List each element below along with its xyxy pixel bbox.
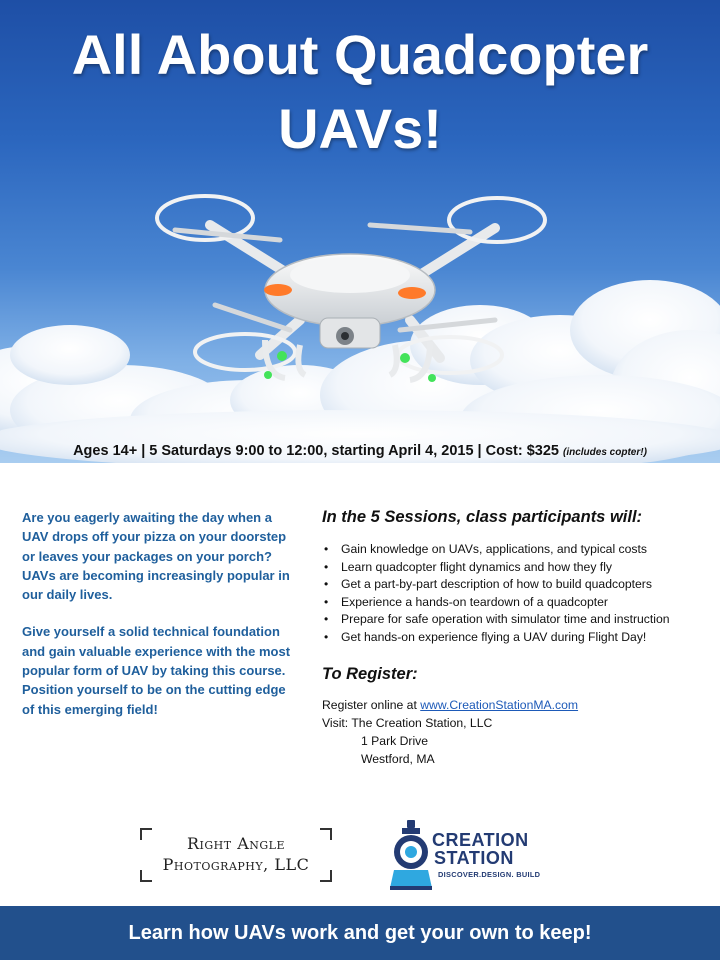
register-visit <box>322 714 720 732</box>
cs-logo-word1: CREATION <box>432 830 529 850</box>
course-details-note: (includes copter!) <box>563 447 647 458</box>
register-link[interactable]: www.CreationStationMA.com <box>420 697 579 712</box>
cs-logo-word2: STATION <box>434 848 514 868</box>
address-line: Westford, MA <box>361 751 435 766</box>
rap-logo-line1: Right Angle <box>187 834 285 853</box>
intro-paragraph: Are you eagerly awaiting the day when a UAV drops off your pizza on your doorstep or leaves your packages on your porch? UAVs are becoming increasingly popular in our daily lives. <box>22 510 290 603</box>
list-item: • Prepare for safe operation with simulator time and instruction <box>322 611 720 629</box>
list-item: • Get a part-by-part description of how to build quadcopters <box>322 576 720 594</box>
creation-station-robot-logo <box>388 818 436 892</box>
cs-logo-tagline: DISCOVER.DESIGN. BUILD <box>438 870 541 879</box>
address-line: The Creation Station, LLC <box>351 715 493 730</box>
course-info <box>322 508 720 768</box>
list-item: • Experience a hands-on teardown of a quadcopter <box>322 594 720 612</box>
register-online <box>322 696 720 714</box>
address-line: 1 Park Drive <box>361 733 429 748</box>
course-details-text: Ages 14+ | 5 Saturdays 9:00 to 12:00, starting April 4, 2015 | Cost: $325 <box>73 443 563 459</box>
rap-logo-line2: Photography, LLC <box>162 855 310 874</box>
right-angle-photography-logo <box>140 828 332 882</box>
register-heading: To Register: <box>322 664 418 683</box>
hero-banner <box>0 0 720 463</box>
visit-label: Visit: <box>322 715 352 730</box>
register-online-prefix: Register online at <box>322 697 421 712</box>
footer-text: Learn how UAVs work and get your own to keep! <box>128 922 592 944</box>
creation-station-logo <box>388 818 558 892</box>
list-item: • Learn quadcopter flight dynamics and how they fly <box>322 559 720 577</box>
list-item: • Gain knowledge on UAVs, applications, and typical costs <box>322 541 720 559</box>
course-details <box>0 436 720 466</box>
intro-text <box>22 508 292 737</box>
sessions-heading: In the 5 Sessions, class participants will: <box>322 508 643 526</box>
list-item: • Get hands-on experience flying a UAV during Flight Day! <box>322 629 720 647</box>
footer-banner <box>0 906 720 960</box>
intro-paragraph: Give yourself a solid technical foundation and gain valuable experience with the most popular form of UAV by taking this course. Position yourself to be on the cutting edge of this emerging field! <box>22 624 291 717</box>
page-title-line1: All About Quadcopter <box>71 23 649 86</box>
page-title-line2: UAVs! <box>278 97 442 160</box>
sessions-list <box>322 541 720 647</box>
